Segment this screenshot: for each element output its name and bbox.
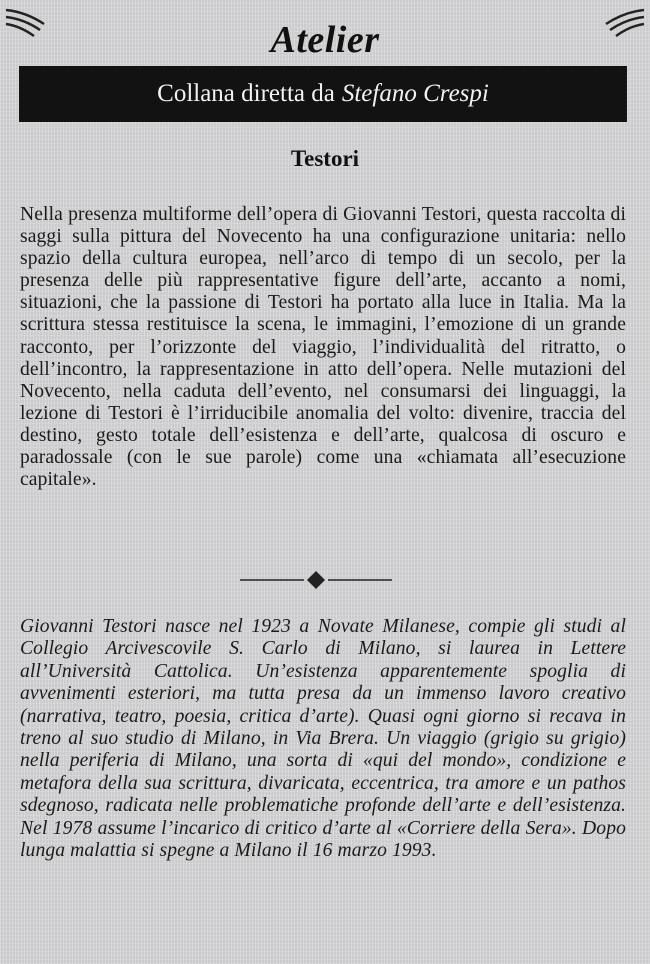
book-title: Testori	[290, 146, 360, 171]
author-biography: Giovanni Testori nasce nel 1923 a Novate Milanese, compie gli studi al Collegio Arcivescovile S. Carlo di Milano, si laurea in Lettere all’Università Cattolica. Un’esistenza apparentemente spoglia di avvenimenti esteriori, ma tutta presa da un immenso lavoro creativo (narrativa, teatro, poesia, critica d’arte). Quasi ogni giorno si recava in treno al suo studio di Milano, in Via Brera. Un viaggio (grigio su grigio) nella periferia di Milano, una sorta di «qui del mondo», condizione e metafora della sua scrittura, divaricata, eccentrica, tra amore e un pathos sdegnoso, radicata nelle problematiche profonde dell’arte e dell’esistenza. Nel 1978 assume l’incarico di critico d’arte al «Corriere della Sera». Dopo lunga malattia si spegne a Milano il 16 marzo 1993.	[20, 616, 626, 862]
editor-name: Stefano Crespi	[341, 80, 489, 107]
series-editor-banner	[19, 66, 627, 122]
diamond-divider-icon	[240, 570, 392, 590]
book-description: Nella presenza multiforme dell’opera di Giovanni Testori, questa raccolta di saggi sulla pittura del Novecento ha una configurazione unitaria: nello spazio della cultura europea, nell’arco di tempo di un secolo, per la presenza delle più rappresentative figure dell’arte, accanto a nomi, situazioni, che la passione di Testori ha portato alla luce in Italia. Ma la scrittura stessa restituisce la scena, le immagini, l’emozione di un grande racconto, per l’orizzonte del viaggio, l’individualità del ritratto, o dell’incontro, la rappresentazione in atto dell’opera. Nelle mutazioni del Novecento, nella caduta dell’evento, nel consumarsi dei linguaggi, la lezione di Testori è l’irriducibile anomalia del volto: divenire, traccia del destino, gesto totale dell’esistenza e dell’arte, qualcosa di oscuro e paradossale (con le sue parole) come una «chiamata all’esecuzione capitale».	[20, 204, 626, 491]
series-line: Collana diretta da	[157, 80, 335, 107]
series-logo: Atelier	[270, 19, 380, 61]
